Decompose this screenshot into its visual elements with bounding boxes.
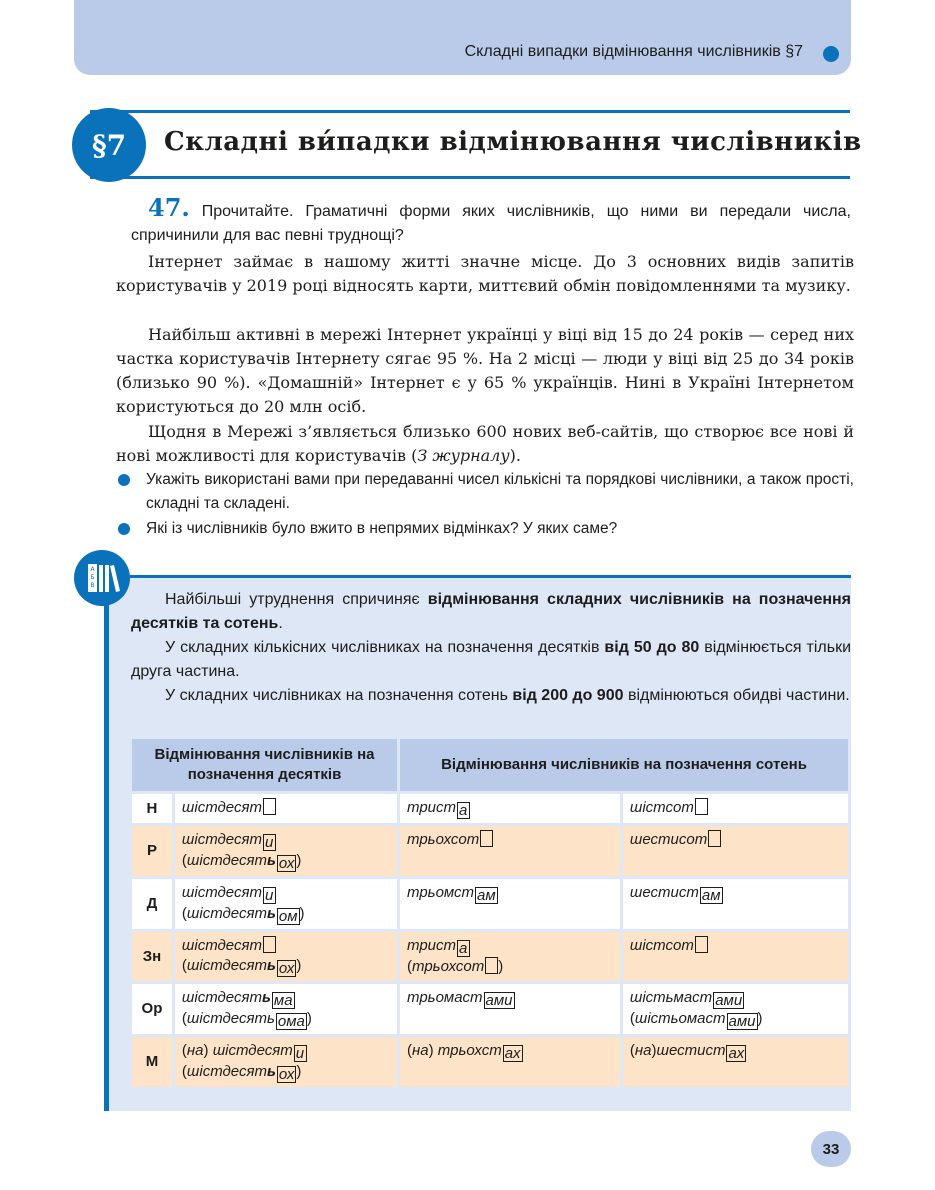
rule-2-text: У складних кількісних числівниках на позначення десятків xyxy=(165,639,605,656)
soft-sign: ь xyxy=(267,1063,276,1080)
cell-tens: шістдесят и (шістдесять ом ) xyxy=(175,879,397,929)
section-badge: §7 xyxy=(72,108,146,182)
ending-box: ох xyxy=(278,960,295,977)
cell-tens: шістдесят и (шістдесять ох ) xyxy=(175,826,397,876)
word-stem: трьохсот xyxy=(412,958,485,975)
running-header xyxy=(74,0,851,75)
ending-box xyxy=(695,798,708,815)
cell-hundreds-300 xyxy=(400,984,620,1034)
word-stem: трьохсот xyxy=(407,831,480,848)
header-tens: Відмінювання числівників на позначення десятків xyxy=(132,739,397,791)
ending-box xyxy=(695,936,708,953)
ending-box: ах xyxy=(504,1045,521,1062)
word-stem: шістдесят xyxy=(212,1042,293,1059)
cell-hundreds-600 xyxy=(623,826,848,876)
rule-paragraph-2 xyxy=(131,636,851,684)
case-label: М xyxy=(132,1037,172,1087)
ending-box: а xyxy=(457,940,470,957)
cell-hundreds-300 xyxy=(400,879,620,929)
case-label: Н xyxy=(132,794,172,823)
preposition: на xyxy=(412,1042,429,1059)
rule-box-top-border xyxy=(104,575,851,578)
rule-1-end: . xyxy=(278,615,283,632)
preposition: на xyxy=(634,1042,652,1059)
word-stem: шістдесять xyxy=(186,1010,275,1027)
cell-hundreds-300 xyxy=(400,794,620,823)
header-dot-icon xyxy=(823,46,839,62)
table-header-row xyxy=(132,739,848,791)
ending-box: ами xyxy=(715,992,743,1009)
rule-3-text: У складних числівниках на позначення сотень xyxy=(165,687,513,704)
soft-sign: ь xyxy=(262,989,271,1006)
ending-box: ах xyxy=(728,1045,745,1062)
section-rule-bottom xyxy=(90,176,850,179)
question-2 xyxy=(116,517,854,541)
rule-2-end: відмінюється тільки друга частина. xyxy=(131,639,852,680)
word-stem: шістдесят xyxy=(186,852,267,869)
bullet-dot-icon xyxy=(118,523,130,535)
ending-box: ма xyxy=(273,992,293,1009)
cell-hundreds-600: шістьмаст ами (шістьомаст ами ) xyxy=(623,984,848,1034)
ending-box: ами xyxy=(728,1013,756,1030)
table-row-nominative xyxy=(132,794,848,823)
task-number: 47. xyxy=(148,193,190,222)
books-abv-icon xyxy=(74,550,130,606)
text-paragraph-3 xyxy=(116,420,854,468)
ending-box: ох xyxy=(278,1066,295,1083)
question-2-text: Які із числівників було вжито в непрямих відмінках? У яких саме? xyxy=(146,520,618,537)
case-label: Р xyxy=(132,826,172,876)
ending-box xyxy=(480,830,493,847)
ending-box xyxy=(708,830,721,847)
rule-1-text: Найбільші утруднення спричиняє xyxy=(165,591,428,608)
word-stem: шістсот xyxy=(629,937,694,954)
ending-box: и xyxy=(263,887,276,904)
word-stem: трист xyxy=(407,799,457,816)
ending-box xyxy=(485,957,498,974)
word-stem: шістсот xyxy=(629,799,694,816)
ending-box: ом xyxy=(278,908,298,925)
soft-sign: ь xyxy=(267,957,276,974)
word-stem: шістдесят xyxy=(181,831,262,848)
word-stem: шістдесят xyxy=(186,957,267,974)
declension-table xyxy=(129,736,851,1090)
rule-1-emphasis: відмінювання складних числівників на позначення десятків та сотень xyxy=(131,591,851,632)
ending-box: ох xyxy=(278,855,295,872)
word-stem: шістдесят xyxy=(181,989,262,1006)
bullet-dot-icon xyxy=(118,474,130,486)
word-stem: шістьомаст xyxy=(634,1010,726,1027)
ending-box xyxy=(263,936,276,953)
word-stem: трьомст xyxy=(407,884,475,901)
rule-2-emphasis: від 50 до 80 xyxy=(604,639,700,656)
word-stem: шістьмаст xyxy=(629,989,713,1006)
section-rule-top xyxy=(90,110,850,113)
word-stem: трьомаст xyxy=(407,989,483,1006)
rule-paragraph-1 xyxy=(131,588,851,636)
case-label: Ор xyxy=(132,984,172,1034)
text-paragraph-2: Найбільш активні в мережі Інтернет українці у віці від 15 до 24 років — серед них частка користувачів Інтернету сягає 95 %. На 2 місці — люди у віці від 25 до 34 років (близько 90 %). «Домашній» Інтернет є у 65 % українців. Нині в Україні Інтернетом користуються до 20 млн осіб. xyxy=(116,325,854,416)
case-label: Д xyxy=(132,879,172,929)
cell-tens: шістдесят (шістдесять ох ) xyxy=(175,932,397,981)
table-row-accusative xyxy=(132,932,848,981)
cell-hundreds-300: трист а (трьохсот ) xyxy=(400,932,620,981)
cell-hundreds-600 xyxy=(623,932,848,981)
svg-text:В: В xyxy=(90,582,95,589)
cell-hundreds-300 xyxy=(400,826,620,876)
table-row-genitive xyxy=(132,826,848,876)
cell-hundreds-600: (на)шестист ах xyxy=(623,1037,848,1087)
section-title: Складні ви́падки відмінювання числівників xyxy=(164,127,862,157)
soft-sign: ь xyxy=(267,852,276,869)
soft-sign: ь xyxy=(267,905,276,922)
table-row-dative xyxy=(132,879,848,929)
running-title: Складні випадки відмінювання числівників §7 xyxy=(464,43,803,60)
cell-tens: (на) шістдесят и (шістдесять ох ) xyxy=(175,1037,397,1087)
svg-text:А: А xyxy=(90,566,95,573)
ending-box xyxy=(263,798,276,815)
case-label: Зн xyxy=(132,932,172,981)
word-stem: шестист xyxy=(656,1042,726,1059)
svg-text:Б: Б xyxy=(90,574,95,581)
cell-hundreds-600 xyxy=(623,794,848,823)
paragraph-3-end: ). xyxy=(509,446,521,465)
question-1-text: Укажіть використані вами при передаванні чисел кількісні та порядкові числівники, а також прості, складні та складені. xyxy=(146,471,854,512)
word-stem: шістдесят xyxy=(186,1063,267,1080)
table-row-instrumental xyxy=(132,984,848,1034)
question-1 xyxy=(116,468,854,516)
task-47 xyxy=(131,193,851,248)
rule-box-left-border xyxy=(104,575,109,1111)
header-hundreds: Відмінювання числівників на позначення сотень xyxy=(400,739,848,791)
word-stem: шістдесят xyxy=(186,905,267,922)
word-stem: шестист xyxy=(629,884,699,901)
rule-3-end: відмінюються обидві частини. xyxy=(623,687,850,704)
text-source: З журналу xyxy=(417,446,510,465)
cell-tens: шістдесять ма (шістдесять ома ) xyxy=(175,984,397,1034)
preposition: на xyxy=(186,1042,204,1059)
table-row-locative xyxy=(132,1037,848,1087)
ending-box: а xyxy=(457,802,470,819)
word-stem: шестисот xyxy=(629,831,708,848)
word-stem: шістдесят xyxy=(181,937,262,954)
word-stem: трьохст xyxy=(437,1042,502,1059)
ending-box: ам xyxy=(701,887,721,904)
task-prompt: Прочитайте. Граматичні форми яких числівників, що ними ви передали числа, спричинили для вас певні труднощі? xyxy=(131,203,851,244)
ending-box: ома xyxy=(277,1013,305,1030)
ending-box: ами xyxy=(485,992,513,1009)
cell-hundreds-300: (на) трьохст ах xyxy=(400,1037,620,1087)
cell-tens xyxy=(175,794,397,823)
word-stem: шістдесят xyxy=(181,799,262,816)
ending-box: и xyxy=(294,1045,307,1062)
ending-box: и xyxy=(263,834,276,851)
cell-hundreds-600 xyxy=(623,879,848,929)
word-stem: трист xyxy=(407,937,457,954)
word-stem: шістдесят xyxy=(181,884,262,901)
ending-box: ам xyxy=(477,887,496,904)
rule-paragraph-3 xyxy=(131,684,851,708)
paragraph-3-body: Щодня в Мережі з’являється близько 600 нових веб-сайтів, що створює все нові й нові можливості для користувачів ( xyxy=(116,422,854,465)
page-number: 33 xyxy=(811,1131,851,1167)
text-paragraph-1: Інтернет займає в нашому житті значне місце. До 3 основних видів запитів користувачів у 2019 році відносять карти, миттєвий обмін повідомленнями та музику. xyxy=(116,252,854,295)
rule-3-emphasis: від 200 до 900 xyxy=(512,687,624,704)
